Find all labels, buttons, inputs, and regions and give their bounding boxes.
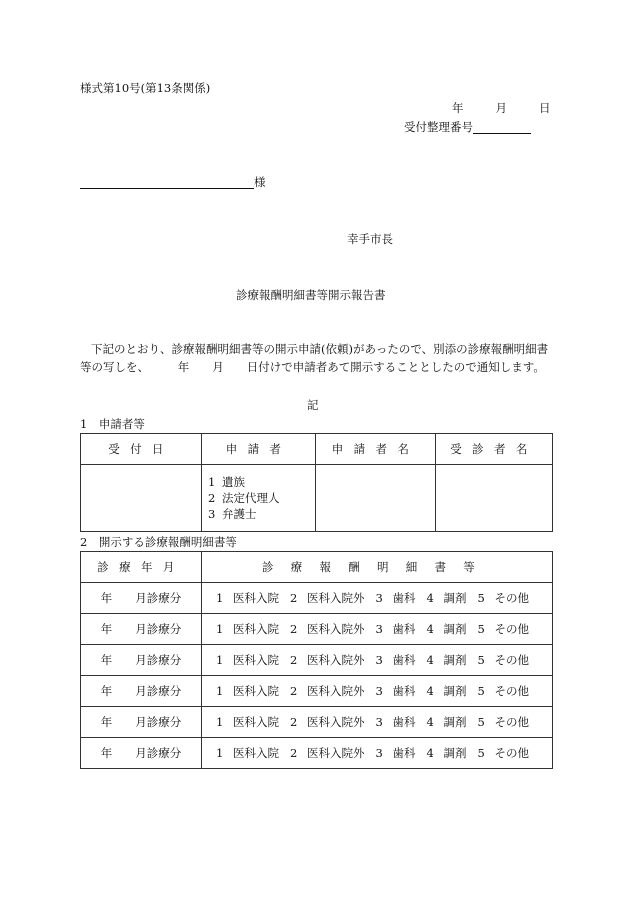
kind-number: 4 (426, 622, 434, 636)
page-title: 診療報酬明細書等開示報告書 (236, 288, 386, 302)
recipient-name-blank[interactable] (80, 175, 254, 189)
kind-number: 4 (426, 591, 434, 605)
kind-option-pharmacy[interactable]: 調剤 (443, 746, 467, 760)
treatment-period-cell[interactable]: 年 月診療分 (81, 583, 202, 614)
kind-number: 3 (375, 591, 383, 605)
header-treatment-month: 診療年月 (81, 552, 202, 583)
kind-number: 5 (477, 684, 485, 698)
kind-option-pharmacy[interactable]: 調剤 (443, 684, 467, 698)
kind-option-dental[interactable]: 歯科 (392, 591, 416, 605)
reception-date-cell[interactable] (81, 465, 202, 532)
kind-number: 2 (290, 591, 298, 605)
receipt-number-blank[interactable] (473, 120, 531, 134)
month-label: 月 (495, 101, 507, 115)
applicant-name-cell[interactable] (316, 465, 436, 532)
kind-number: 3 (375, 715, 383, 729)
kind-number: 5 (477, 653, 485, 667)
kind-option-medical-inpatient[interactable]: 医科入院 (233, 746, 279, 760)
patient-name-cell[interactable] (436, 465, 553, 532)
kind-option-other[interactable]: その他 (494, 746, 529, 760)
kind-option-pharmacy[interactable]: 調剤 (443, 622, 467, 636)
statement-row (81, 614, 553, 645)
statements-table (80, 551, 553, 769)
kind-option-pharmacy[interactable]: 調剤 (443, 653, 467, 667)
receipt-number-label: 受付整理番号 (404, 120, 473, 134)
statement-kinds-cell (202, 614, 553, 645)
option-legal-representative[interactable]: 2 法定代理人 (208, 491, 280, 505)
header-applicant-name: 申請者名 (316, 434, 436, 465)
applicant-options-cell (202, 465, 316, 532)
kind-number: 2 (290, 653, 298, 667)
statement-kinds-cell (202, 707, 553, 738)
header-patient-name: 受診者名 (436, 434, 553, 465)
sender-name: 幸手市長 (347, 232, 393, 246)
kind-option-pharmacy[interactable]: 調剤 (443, 591, 467, 605)
kind-option-dental[interactable]: 歯科 (392, 684, 416, 698)
kind-number: 5 (477, 622, 485, 636)
kind-option-medical-inpatient[interactable]: 医科入院 (233, 715, 279, 729)
ki-label: 記 (307, 398, 319, 412)
statement-row (81, 676, 553, 707)
statement-row (81, 707, 553, 738)
kind-number: 3 (375, 622, 383, 636)
kind-number: 1 (216, 591, 224, 605)
section1-heading: 1 申請者等 (80, 417, 145, 431)
kind-option-medical-outpatient[interactable]: 医科入院外 (307, 684, 365, 698)
date-line (452, 101, 551, 115)
recipient-line (80, 175, 266, 189)
treatment-period-cell[interactable]: 年 月診療分 (81, 707, 202, 738)
form-number: 様式第10号(第13条関係) (80, 81, 211, 95)
header-statement-type: 診療報酬明細書等 (202, 552, 553, 583)
option-bereaved[interactable]: 1 遺族 (208, 475, 245, 489)
kind-option-dental[interactable]: 歯科 (392, 653, 416, 667)
kind-number: 1 (216, 746, 224, 760)
statement-row (81, 645, 553, 676)
applicant-table (80, 433, 553, 532)
statement-row (81, 583, 553, 614)
treatment-period-cell[interactable]: 年 月診療分 (81, 676, 202, 707)
kind-option-pharmacy[interactable]: 調剤 (443, 715, 467, 729)
kind-number: 5 (477, 715, 485, 729)
day-label: 日 (539, 101, 551, 115)
kind-number: 5 (477, 591, 485, 605)
notice-paragraph: 下記のとおり、診療報酬明細書等の開示申請(依頼)があったので、別添の診療報酬明細書等の写しを、 年 月 日付けで申請者あて開示することとしたので通知します。 (80, 342, 549, 374)
receipt-number (404, 120, 531, 134)
option-lawyer[interactable]: 3 弁護士 (208, 507, 257, 521)
kind-number: 1 (216, 622, 224, 636)
kind-option-medical-outpatient[interactable]: 医科入院外 (307, 622, 365, 636)
treatment-period-cell[interactable]: 年 月診療分 (81, 614, 202, 645)
kind-number: 1 (216, 684, 224, 698)
treatment-period-cell[interactable]: 年 月診療分 (81, 738, 202, 769)
kind-option-medical-inpatient[interactable]: 医科入院 (233, 653, 279, 667)
statement-kinds-cell (202, 583, 553, 614)
kind-option-other[interactable]: その他 (494, 591, 529, 605)
kind-option-other[interactable]: その他 (494, 622, 529, 636)
kind-number: 4 (426, 746, 434, 760)
statement-row (81, 738, 553, 769)
kind-number: 4 (426, 653, 434, 667)
kind-number: 3 (375, 653, 383, 667)
kind-option-medical-outpatient[interactable]: 医科入院外 (307, 715, 365, 729)
recipient-suffix: 様 (254, 175, 266, 189)
kind-option-dental[interactable]: 歯科 (392, 715, 416, 729)
statement-kinds-cell (202, 676, 553, 707)
kind-number: 4 (426, 715, 434, 729)
kind-number: 3 (375, 684, 383, 698)
kind-number: 3 (375, 746, 383, 760)
statement-kinds-cell (202, 645, 553, 676)
kind-option-dental[interactable]: 歯科 (392, 746, 416, 760)
kind-number: 1 (216, 653, 224, 667)
treatment-period-cell[interactable]: 年 月診療分 (81, 645, 202, 676)
section2-heading: 2 開示する診療報酬明細書等 (80, 535, 237, 549)
kind-number: 2 (290, 622, 298, 636)
kind-option-other[interactable]: その他 (494, 715, 529, 729)
kind-option-medical-outpatient[interactable]: 医科入院外 (307, 746, 365, 760)
year-label: 年 (452, 101, 464, 115)
kind-number: 2 (290, 715, 298, 729)
kind-option-other[interactable]: その他 (494, 684, 529, 698)
kind-option-medical-inpatient[interactable]: 医科入院 (233, 591, 279, 605)
kind-option-medical-outpatient[interactable]: 医科入院外 (307, 591, 365, 605)
header-applicant: 申請者 (202, 434, 316, 465)
kind-number: 5 (477, 746, 485, 760)
kind-number: 2 (290, 746, 298, 760)
kind-number: 1 (216, 715, 224, 729)
kind-number: 4 (426, 684, 434, 698)
kind-option-medical-inpatient[interactable]: 医科入院 (233, 684, 279, 698)
statement-kinds-cell (202, 738, 553, 769)
kind-number: 2 (290, 684, 298, 698)
kind-option-medical-inpatient[interactable]: 医科入院 (233, 622, 279, 636)
kind-option-medical-outpatient[interactable]: 医科入院外 (307, 653, 365, 667)
header-reception-date: 受付日 (81, 434, 202, 465)
kind-option-other[interactable]: その他 (494, 653, 529, 667)
kind-option-dental[interactable]: 歯科 (392, 622, 416, 636)
